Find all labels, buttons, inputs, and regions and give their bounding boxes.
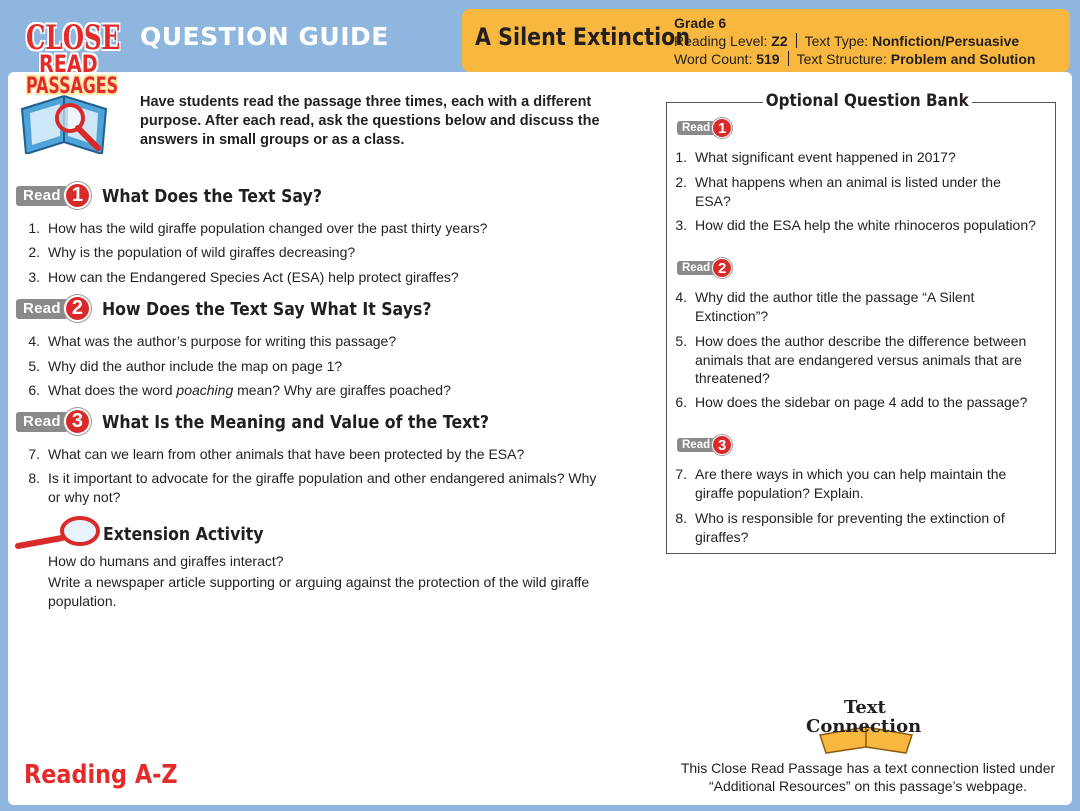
read-number: 1: [712, 118, 732, 138]
read-1-badge: [16, 182, 91, 209]
read-number: 2: [64, 295, 91, 322]
extension-question-2: Write a newspaper article supporting or arguing against the protection of the wild giraffe population.: [48, 574, 590, 609]
bank-read-3-badge: [677, 435, 732, 455]
passage-meta: [674, 14, 1035, 68]
reading-level-label: Reading Level:: [674, 33, 768, 49]
tc-text-line1: Text: [844, 697, 886, 718]
read-label: Read: [677, 438, 715, 452]
question-item: 5. Why did the author include the map on page 1?: [28, 358, 343, 374]
close-read-passages-logo: [14, 14, 126, 154]
read-number: 3: [64, 408, 91, 435]
question-item: 6. What does the word poaching mean? Why are giraffes poached?: [28, 382, 451, 398]
question-item: 7. What can we learn from other animals that have been protected by the ESA?: [28, 446, 525, 462]
text-type-value: Nonfiction/Persuasive: [872, 33, 1020, 49]
question-item: 2. Why is the population of wild giraffes decreasing?: [28, 244, 356, 260]
bank-question-item: 4. Why did the author title the passage “A Silent Extinction”?: [675, 289, 975, 324]
read-number: 1: [64, 182, 91, 209]
tc-text-line2: Connection: [806, 716, 922, 737]
question-item: 3. How can the Endangered Species Act (ESA) help protect giraffes?: [28, 269, 459, 285]
read-label: Read: [16, 186, 68, 206]
intro-instructions: Have students read the passage three times, each with a different purpose. After each read, ask the questions below and discuss the answers in small groups or as a class.: [140, 94, 600, 148]
section-3-title: What Is the Meaning and Value of the Text?: [102, 413, 489, 433]
read-label: Read: [677, 261, 715, 275]
text-connection-note: This Close Read Passage has a text connection listed under “Additional Resources” on this passage’s webpage.: [680, 760, 1056, 794]
extension-question-1: How do humans and giraffes interact?: [48, 553, 284, 569]
bank-question-item: 5. How does the author describe the difference between animals that are endangered versus animals that are threatened?: [675, 333, 1027, 386]
question-item: 1. How has the wild giraffe population changed over the past thirty years?: [28, 220, 488, 236]
bank-question-item: 1. What significant event happened in 2017?: [675, 149, 956, 165]
bank-read-2-badge: [677, 258, 732, 278]
section-1-title: What Does the Text Say?: [102, 187, 322, 207]
magnifier-icon: [14, 514, 102, 554]
extension-activity-title: Extension Activity: [103, 525, 264, 545]
bank-question-item: 2. What happens when an animal is listed under the ESA?: [675, 174, 1001, 209]
logo-read-text: READ: [39, 50, 98, 78]
question-item: 4. What was the author’s purpose for writing this passage?: [28, 333, 397, 349]
bank-question-item: 8. Who is responsible for preventing the extinction of giraffes?: [675, 510, 1005, 545]
reading-level-value: Z2: [771, 33, 788, 49]
word-count-value: 519: [756, 51, 780, 67]
logo-passages-text: PASSAGES: [26, 74, 119, 99]
word-count-label: Word Count:: [674, 51, 753, 67]
read-number: 3: [712, 435, 732, 455]
bank-question-item: 3. How did the ESA help the white rhinoceros population?: [675, 217, 1036, 233]
grade-label: Grade 6: [674, 15, 727, 31]
question-guide-heading: QUESTION GUIDE: [140, 22, 389, 51]
bank-read-1-badge: [677, 118, 732, 138]
text-structure-value: Problem and Solution: [890, 51, 1036, 67]
question-bank-title: Optional Question Bank: [763, 91, 971, 110]
read-label: Read: [677, 121, 715, 135]
section-2-title: How Does the Text Say What It Says?: [102, 300, 432, 320]
read-2-badge: [16, 295, 91, 322]
read-3-badge: [16, 408, 91, 435]
bank-question-item: 6. How does the sidebar on page 4 add to the passage?: [675, 394, 1028, 410]
read-label: Read: [16, 412, 68, 432]
read-number: 2: [712, 258, 732, 278]
optional-question-bank: [666, 91, 1056, 554]
text-type-label: Text Type:: [804, 33, 869, 49]
text-structure-label: Text Structure:: [796, 51, 887, 67]
passage-title: A Silent Extinction: [475, 23, 691, 51]
bank-question-item: 7. Are there ways in which you can help maintain the giraffe population? Explain.: [675, 466, 1007, 501]
text-connection-logo: [806, 697, 928, 755]
read-label: Read: [16, 299, 68, 319]
question-item: 8. Is it important to advocate for the giraffe population and other endangered animals? Why or why not?: [28, 470, 597, 505]
reading-a-z-logo: Reading A-Z: [24, 760, 178, 790]
logo-close-text: CLOSE: [26, 18, 121, 58]
passage-info-box: [462, 9, 1070, 72]
